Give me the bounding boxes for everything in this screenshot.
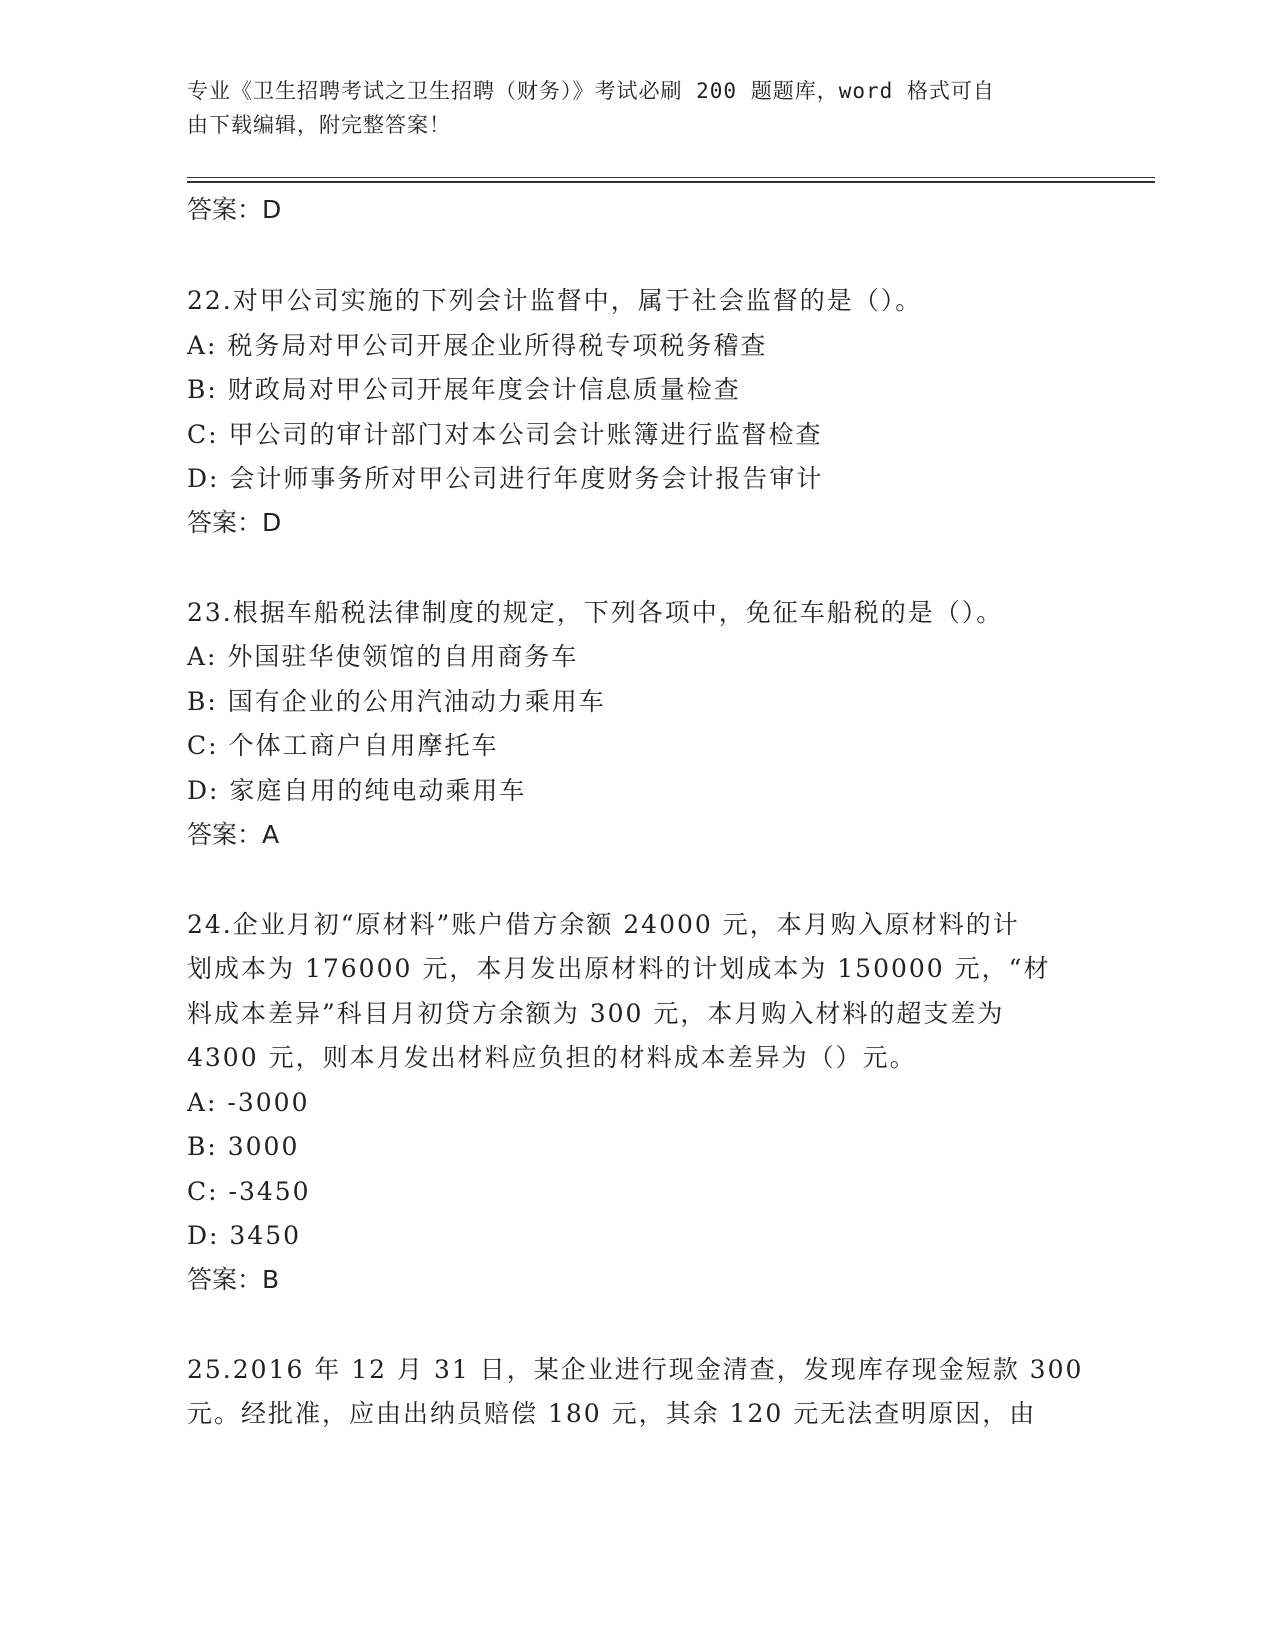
option-c: C: 甲公司的审计部门对本公司会计账簿进行监督检查 xyxy=(187,420,823,449)
option-b: B: 国有企业的公用汽油动力乘用车 xyxy=(187,687,606,716)
option-d: D: 家庭自用的纯电动乘用车 xyxy=(187,776,527,805)
header-line-2: 由下载编辑，附完整答案！ xyxy=(187,113,451,137)
answer: 答案：D xyxy=(187,508,282,537)
question-stem-line-1: 25.2016 年 12 月 31 日，某企业进行现金清查，发现库存现金短款 300 xyxy=(187,1355,1084,1384)
header-line-1: 专业《卫生招聘考试之卫生招聘（财务）》考试必刷 200 题题库，word 格式可自 xyxy=(187,79,995,103)
question-stem: 22.对甲公司实施的下列会计监督中，属于社会监督的是（）。 xyxy=(187,286,923,315)
question-stem-line-3: 料成本差异”科目月初贷方余额为 300 元，本月购入材料的超支差为 xyxy=(187,999,1005,1028)
option-a: A: 外国驻华使领馆的自用商务车 xyxy=(187,642,579,671)
answer: 答案：A xyxy=(187,820,280,849)
question-stem-line-1: 24.企业月初“原材料”账户借方余额 24000 元，本月购入原材料的计 xyxy=(187,910,1020,939)
option-a: A: 税务局对甲公司开展企业所得税专项税务稽查 xyxy=(187,331,768,360)
header-divider-thick xyxy=(187,181,1155,183)
page-header xyxy=(187,74,1067,142)
option-c: C: 个体工商户自用摩托车 xyxy=(187,731,499,760)
option-b: B: 3000 xyxy=(187,1132,300,1161)
option-d: D: 会计师事务所对甲公司进行年度财务会计报告审计 xyxy=(187,464,824,493)
option-a: A: -3000 xyxy=(187,1088,310,1117)
question-stem: 23.根据车船税法律制度的规定，下列各项中，免征车船税的是（）。 xyxy=(187,598,1004,627)
question-stem-line-2: 元。经批准，应由出纳员赔偿 180 元，其余 120 元无法查明原因，由 xyxy=(187,1399,1037,1428)
option-c: C: -3450 xyxy=(187,1177,311,1206)
option-d: D: 3450 xyxy=(187,1221,302,1250)
previous-answer: 答案：D xyxy=(187,195,282,224)
header-divider-thin xyxy=(187,177,1155,178)
question-stem-line-2: 划成本为 176000 元，本月发出原材料的计划成本为 150000 元，“材 xyxy=(187,954,1051,983)
answer: 答案：B xyxy=(187,1265,280,1294)
question-stem-line-4: 4300 元，则本月发出材料应负担的材料成本差异为（）元。 xyxy=(187,1043,917,1072)
option-b: B: 财政局对甲公司开展年度会计信息质量检查 xyxy=(187,375,741,404)
